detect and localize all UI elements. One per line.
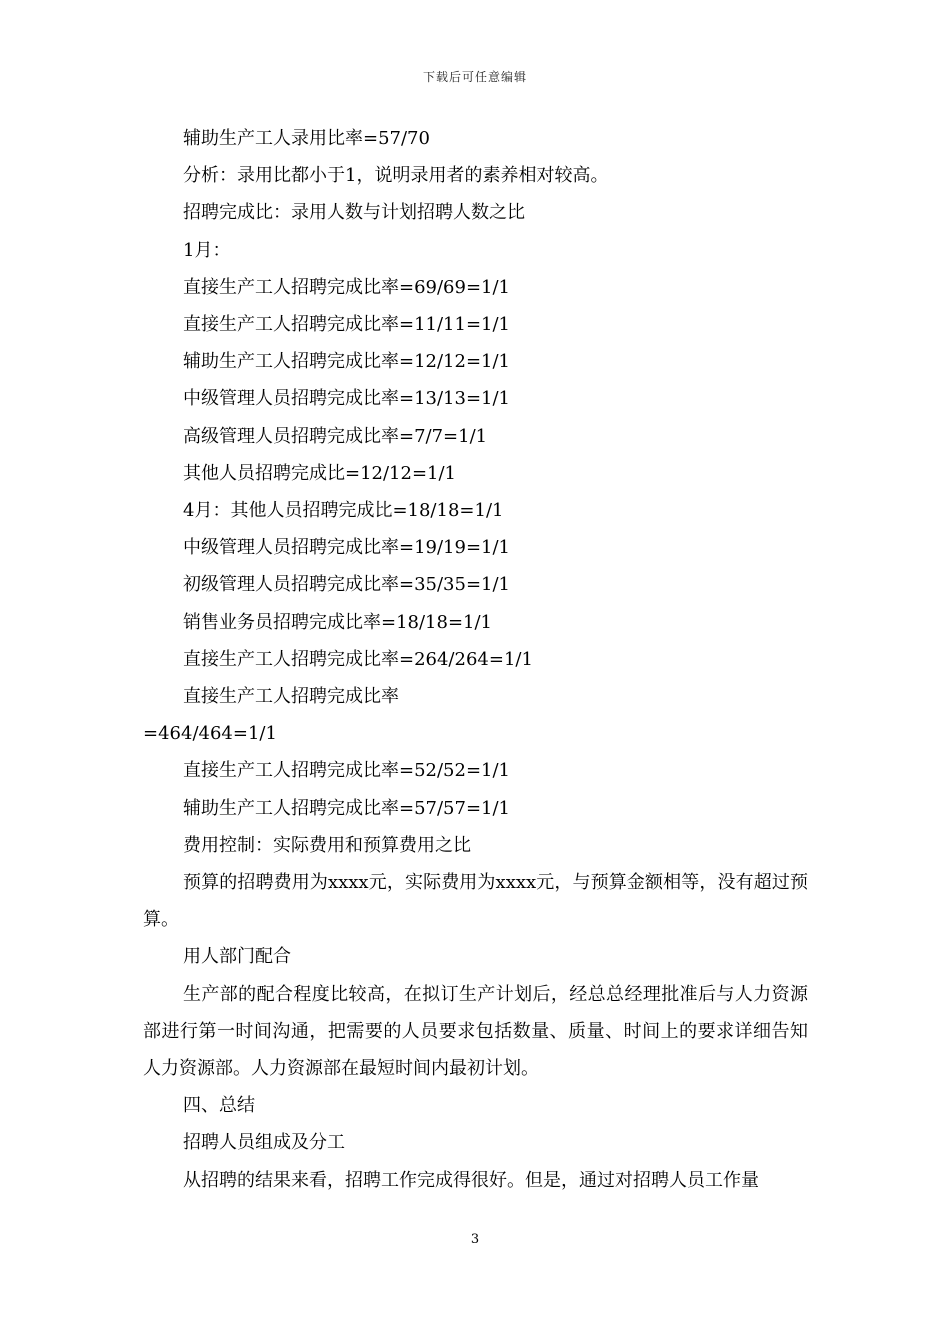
document-body bbox=[143, 120, 808, 1199]
paragraph: 高级管理人员招聘完成比率=7/7=1/1 bbox=[183, 425, 488, 447]
paragraph: 直接生产工人招聘完成比率=69/69=1/1 bbox=[183, 276, 511, 298]
paragraph: 生产部的配合程度比较高，在拟订生产计划后，经总总经理批准后与人力资源部进行第一时间沟通，把需要的人员要求包括数量、质量、时间上的要求详细告知人力资源部。人力资源部在最短时间内最初计划。 bbox=[143, 983, 808, 1080]
paragraph: 中级管理人员招聘完成比率=19/19=1/1 bbox=[183, 537, 511, 559]
paragraph: 直接生产工人招聘完成比率=11/11=1/1 bbox=[183, 314, 511, 336]
paragraph: 招聘完成比：录用人数与计划招聘人数之比 bbox=[183, 202, 525, 224]
paragraph: 直接生产工人招聘完成比率=52/52=1/1 bbox=[183, 760, 511, 782]
paragraph: 直接生产工人招聘完成比率=264/264=1/1 bbox=[183, 648, 533, 670]
paragraph: 1月： bbox=[183, 239, 231, 261]
paragraph: 从招聘的结果来看，招聘工作完成得很好。但是，通过对招聘人员工作量 bbox=[183, 1169, 759, 1191]
paragraph: 用人部门配合 bbox=[183, 946, 291, 968]
paragraph: 辅助生产工人招聘完成比率=12/12=1/1 bbox=[183, 351, 511, 373]
paragraph: 辅助生产工人录用比率=57/70 bbox=[183, 128, 430, 149]
paragraph: 分析：录用比都小于1，说明录用者的素养相对较高。 bbox=[183, 165, 609, 187]
paragraph: 辅助生产工人招聘完成比率=57/57=1/1 bbox=[183, 797, 511, 819]
page-header: 下载后可任意编辑 bbox=[422, 70, 527, 84]
paragraph-continuation: =464/464=1/1 bbox=[143, 723, 277, 745]
paragraph: 中级管理人员招聘完成比率=13/13=1/1 bbox=[183, 388, 511, 410]
paragraph: 直接生产工人招聘完成比率 bbox=[183, 686, 399, 708]
paragraph: 预算的招聘费用为xxxx元，实际费用为xxxx元，与预算金额相等，没有超过预算。 bbox=[143, 872, 808, 931]
paragraph: 初级管理人员招聘完成比率=35/35=1/1 bbox=[183, 574, 511, 596]
page-number: 3 bbox=[470, 1232, 480, 1247]
paragraph: 销售业务员招聘完成比率=18/18=1/1 bbox=[183, 611, 493, 633]
section-heading: 四、总结 bbox=[183, 1095, 255, 1117]
paragraph: 其他人员招聘完成比=12/12=1/1 bbox=[183, 462, 457, 484]
paragraph: 费用控制：实际费用和预算费用之比 bbox=[183, 834, 471, 856]
paragraph: 招聘人员组成及分工 bbox=[183, 1132, 345, 1154]
paragraph: 4月：其他人员招聘完成比=18/18=1/1 bbox=[183, 500, 504, 522]
